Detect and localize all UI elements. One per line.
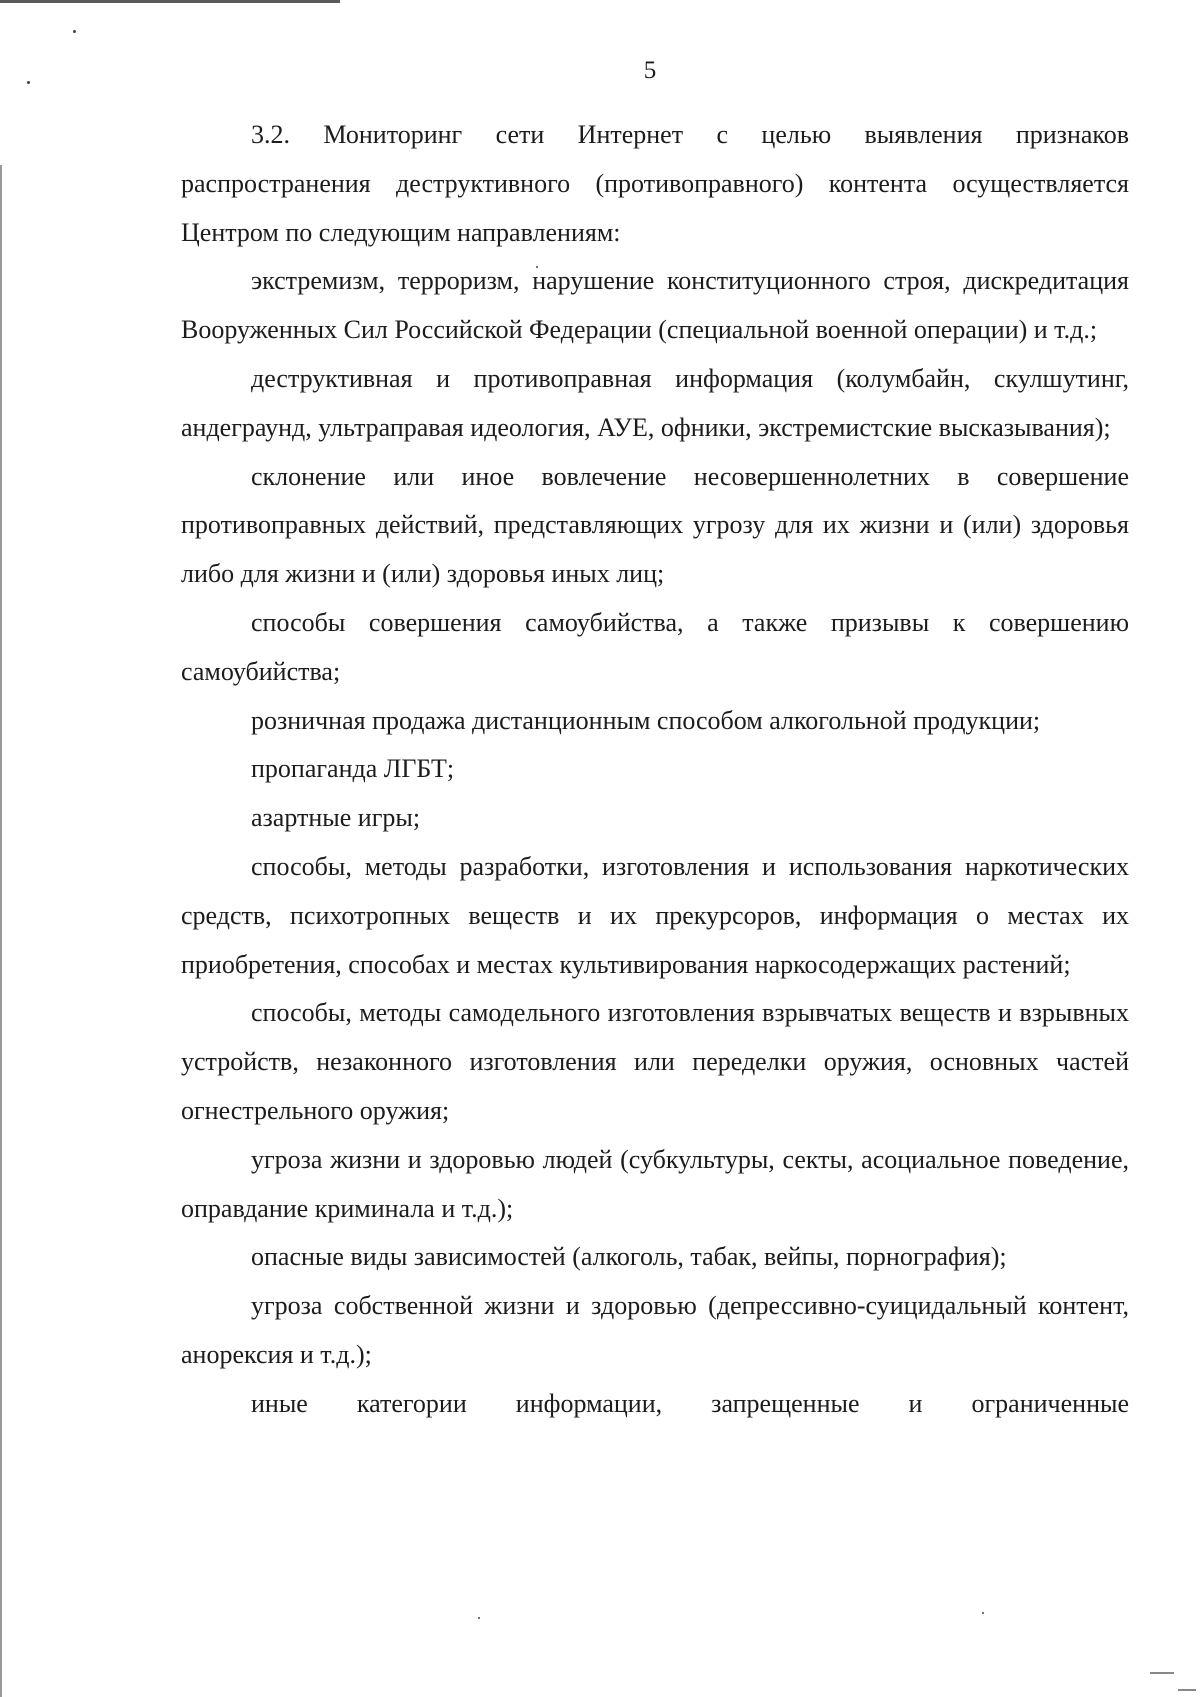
- page-number: 5: [643, 57, 657, 84]
- scan-speck: [478, 1617, 480, 1619]
- document-body: [181, 111, 1129, 1429]
- paragraph-alcohol-sales: розничная продажа дистанционным способом алкогольной продукции;: [251, 705, 1041, 735]
- paragraph-minors-involvement: склонение или иное вовлечение несовершеннолетних в совершение противоправных действий, представляющих угрозу для их жизни и (или) здоровья либо для жизни и (или) здоровья иных лиц;: [181, 461, 1129, 589]
- paragraph-narcotics: способы, методы разработки, изготовления и использования наркотических средств, психотропных веществ и их прекурсоров, информация о местах их приобретения, способах и местах культивирования наркосодержащих растений;: [181, 851, 1129, 979]
- scan-speck: [73, 30, 76, 33]
- paragraph-explosives: способы, методы самодельного изготовления взрывчатых веществ и взрывных устройств, незаконного изготовления или переделки оружия, основных частей огнестрельного оружия;: [181, 998, 1129, 1125]
- paragraph-destructive-info: деструктивная и противоправная информация (колумбайн, скулшутинг, андеграунд, ультраправая идеология, АУЕ, офники, экстремистские высказывания);: [181, 363, 1129, 442]
- paragraph-lgbt-propaganda: пропаганда ЛГБТ;: [251, 754, 455, 784]
- scan-edge-top: [0, 0, 340, 3]
- paragraph-section-3-2: 3.2. Мониторинг сети Интернет с целью выявления признаков распространения деструктивного (противоправного) контента осуществляется Центром по следующим направлениям:: [181, 120, 1129, 247]
- scan-mark: [1178, 1689, 1196, 1691]
- scan-speck: [982, 1612, 984, 1614]
- paragraph-extremism: экстремизм, терроризм, нарушение конституционного строя, дискредитация Вооруженных Сил Российской Федерации (специальной военной операции) и т.д.;: [181, 266, 1129, 345]
- paragraph-addictions: опасные виды зависимостей (алкоголь, табак, вейпы, порнография);: [251, 1242, 1007, 1272]
- paragraph-threat-to-people: угроза жизни и здоровью людей (субкультуры, секты, асоциальное поведение, оправдание криминала и т.д.);: [181, 1144, 1129, 1223]
- paragraph-self-harm: угроза собственной жизни и здоровью (депрессивно-суицидальный контент, анорексия и т.д.);: [181, 1291, 1129, 1369]
- scan-mark: [1150, 1672, 1174, 1674]
- paragraph-other-categories: иные категории информации, запрещенные и ограниченные: [251, 1388, 1129, 1418]
- scan-edge-left: [0, 165, 2, 1697]
- paragraph-gambling: азартные игры;: [251, 803, 421, 833]
- paragraph-suicide-methods: способы совершения самоубийства, а также призывы к совершению самоубийства;: [181, 607, 1129, 686]
